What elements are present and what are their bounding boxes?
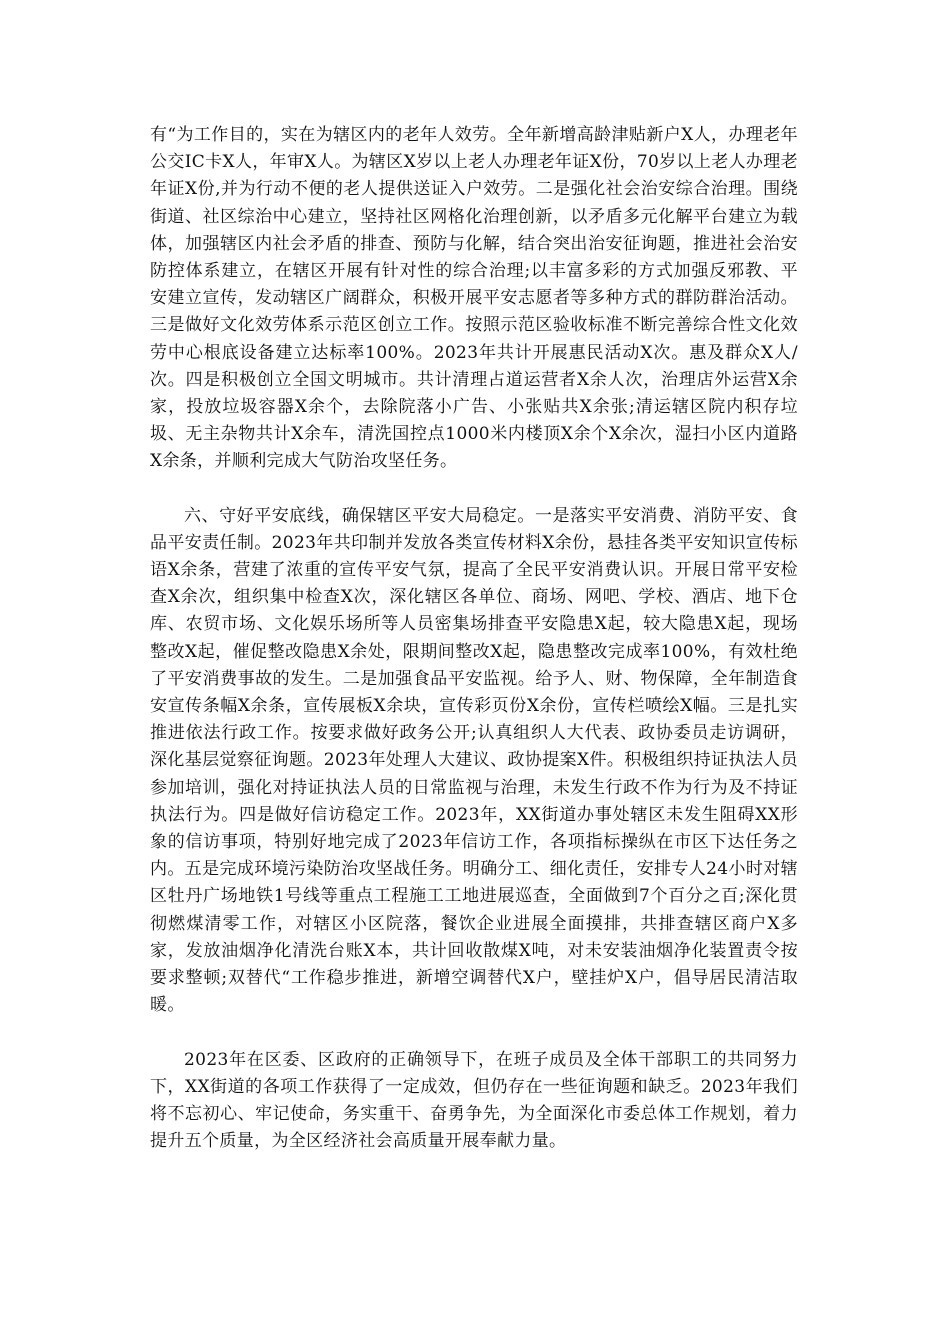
paragraph-conclusion: 2023年在区委、区政府的正确领导下，在班子成员及全体干部职工的共同努力下，XX街道的各项工作获得了一定成效，但仍存在一些征询题和缺乏。2023年我们将不忘初心、牢记使命，务实重干、奋勇争先，为全面深化市委总体工作规划，着力提升五个质量，为全区经济社会高质量开展奉献力量。 bbox=[150, 1049, 798, 1152]
paragraph-section-six: 六、守好平安底线，确保辖区平安大局稳定。一是落实平安消费、消防平安、食品平安责任制。2023年共印制并发放各类宣传材料X余份，悬挂各类平安知识宣传标语X余条，营建了浓重的宣传平安气氛，提高了全民平安消费认识。开展日常平安检查X余次，组织集中检查X次，深化辖区各单位、商场、网吧、学校、酒店、地下仓库、农贸市场、文化娱乐场所等人员密集场排查平安隐患X起，较大隐患X起，现场整改X起，催促整改隐患X余处，限期间整改X起，隐患整改完成率100%，有效杜绝了平安消费事故的发生。二是加强食品平安监视。给予人、财、物保障，全年制造食安宣传条幅X余条，宣传展板X余块，宣传彩页份X余份，宣传栏喷绘X幅。三是扎实推进依法行政工作。按要求做好政务公开;认真组织人大代表、政协委员走访调研，深化基层觉察征询题。2023年处理人大建议、政协提案X件。积极组织持证执法人员参加培训，强化对持证执法人员的日常监视与治理，未发生行政不作为行为及不持证执法行为。四是做好信访稳定工作。2023年，XX街道办事处辖区未发生阻碍XX形象的信访事项，特别好地完成了2023年信访工作，各项指标操纵在市区下达任务之内。五是完成环境污染防治攻坚战任务。明确分工、细化责任，安排专人24小时对辖区牡丹广场地铁1号线等重点工程施工工地进展巡查，全面做到7个百分之百;深化贯彻燃煤清零工作，对辖区小区院落，餐饮企业进展全面摸排，共排查辖区商户X多家，发放油烟净化清洗台账X本，共计回收散煤X吨，对未安装油烟净化装置责令按要求整顿;双替代“工作稳步推进，新增空调替代X户，壁挂炉X户，倡导居民清洁取暖。 bbox=[150, 505, 798, 1016]
paragraph-continuation: 有“为工作目的，实在为辖区内的老年人效劳。全年新增高龄津贴新户X人，办理老年公交IC卡X人，年审X人。为辖区X岁以上老人办理老年证X份，70岁以上老人办理老年证X份,并为行动不便的老人提供送证入户效劳。二是强化社会治安综合治理。围绕街道、社区综治中心建立，坚持社区网格化治理创新，以矛盾多元化解平台建立为载体，加强辖区内社会矛盾的排查、预防与化解，结合突出治安征询题，推进社会治安防控体系建立，在辖区开展有针对性的综合治理;以丰富多彩的方式加强反邪教、平安建立宣传，发动辖区广阔群众，积极开展平安志愿者等多种方式的群防群治活动。三是做好文化效劳体系示范区创立工作。按照示范区验收标准不断完善综合性文化效劳中心根底设备建立达标率100%。2023年共计开展惠民活动X次。惠及群众X人/次。四是积极创立全国文明城市。共计清理占道运营者X余人次，治理店外运营X余家，投放垃圾容器X余个，去除院落小广告、小张贴共X余张;清运辖区院内积存垃圾、无主杂物共计X余车，清洗国控点1000米内楼顶X余个X余次，湿扫小区内道路X余条，并顺利完成大气防治攻坚任务。 bbox=[150, 125, 798, 472]
document-body bbox=[150, 122, 798, 1182]
